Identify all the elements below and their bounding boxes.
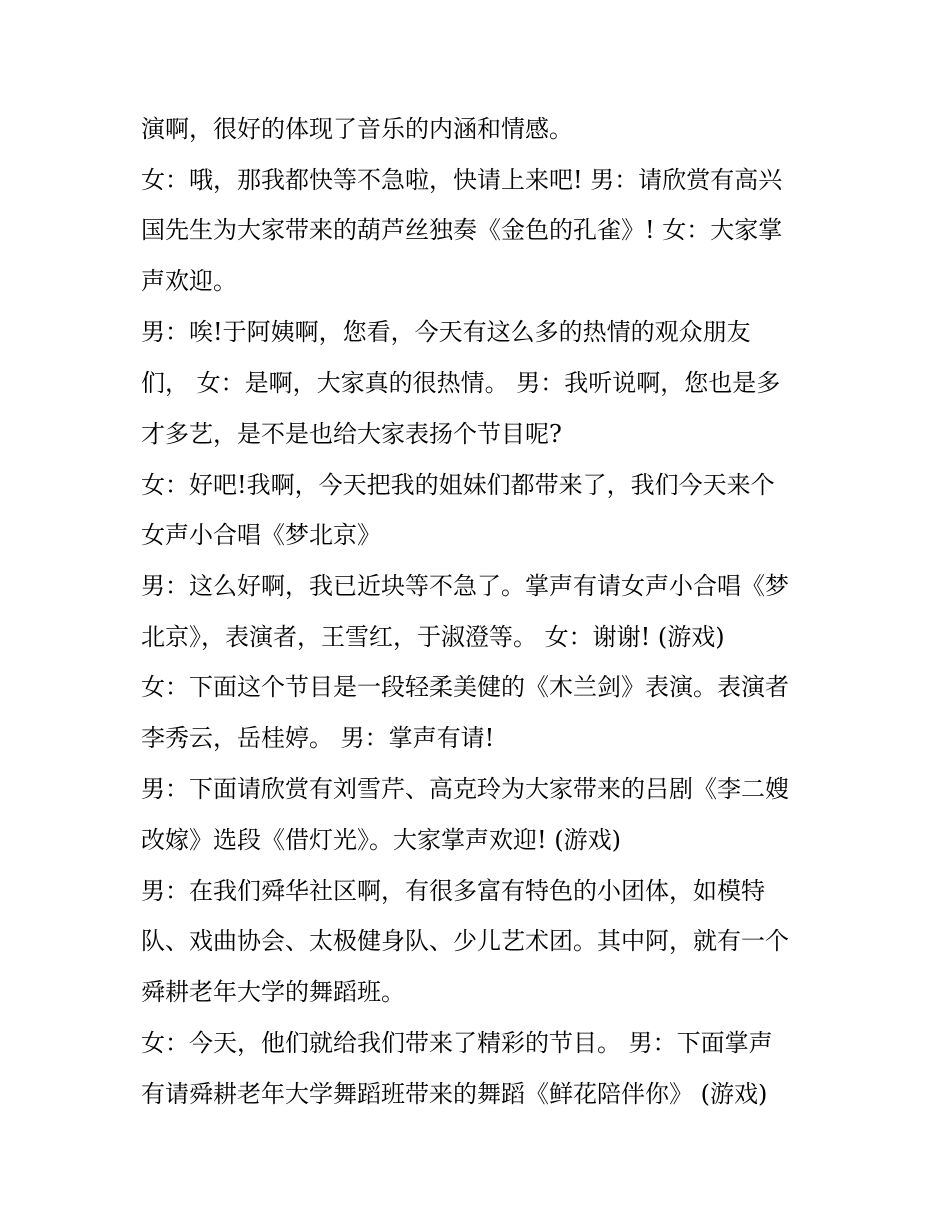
- text-line: 男：下面请欣赏有刘雪芹、高克玲为大家带来的吕剧《李二嫂: [141, 775, 789, 803]
- text-line: 们， 女：是啊，大家真的很热情。 男：我听说啊，您也是多: [141, 369, 781, 397]
- text-line: 男：这么好啊，我已近块等不急了。掌声有请女声小合唱《梦: [141, 572, 789, 600]
- text-line: 女：下面这个节目是一段轻柔美健的《木兰剑》表演。表演者: [141, 673, 789, 701]
- text-line: 改嫁》选段《借灯光》。大家掌声欢迎! (游戏): [141, 826, 621, 854]
- text-line: 女：哦，那我都快等不急啦，快请上来吧! 男：请欣赏有高兴: [141, 166, 783, 194]
- text-line: 女：好吧!我啊，今天把我的姐妹们都带来了，我们今天来个: [141, 471, 775, 499]
- text-line: 国先生为大家带来的葫芦丝独奏《金色的孔雀》! 女：大家掌: [141, 216, 783, 244]
- text-line: 男：在我们舜华社区啊，有很多富有特色的小团体，如模特: [141, 877, 765, 905]
- text-line: 有请舜耕老年大学舞蹈班带来的舞蹈《鲜花陪伴你》 (游戏): [141, 1080, 768, 1108]
- text-line: 女：今天，他们就给我们带来了精彩的节目。 男：下面掌声: [141, 1029, 773, 1057]
- text-line: 队、戏曲协会、太极健身队、少儿艺术团。其中阿，就有一个: [141, 927, 789, 955]
- text-line: 李秀云，岳桂婷。 男：掌声有请!: [141, 724, 495, 752]
- text-line: 女声小合唱《梦北京》: [141, 521, 381, 549]
- text-line: 男：唉!于阿姨啊，您看，今天有这么多的热情的观众朋友: [141, 318, 751, 346]
- text-line: 演啊，很好的体现了音乐的内涵和情感。: [141, 115, 573, 143]
- text-line: 声欢迎。: [141, 267, 237, 295]
- text-line: 才多艺，是不是也给大家表扬个节目呢?: [141, 420, 562, 448]
- text-line: 北京》，表演者，王雪红，于淑澄等。 女：谢谢! (游戏): [141, 623, 725, 651]
- text-line: 舜耕老年大学的舞蹈班。: [141, 978, 405, 1006]
